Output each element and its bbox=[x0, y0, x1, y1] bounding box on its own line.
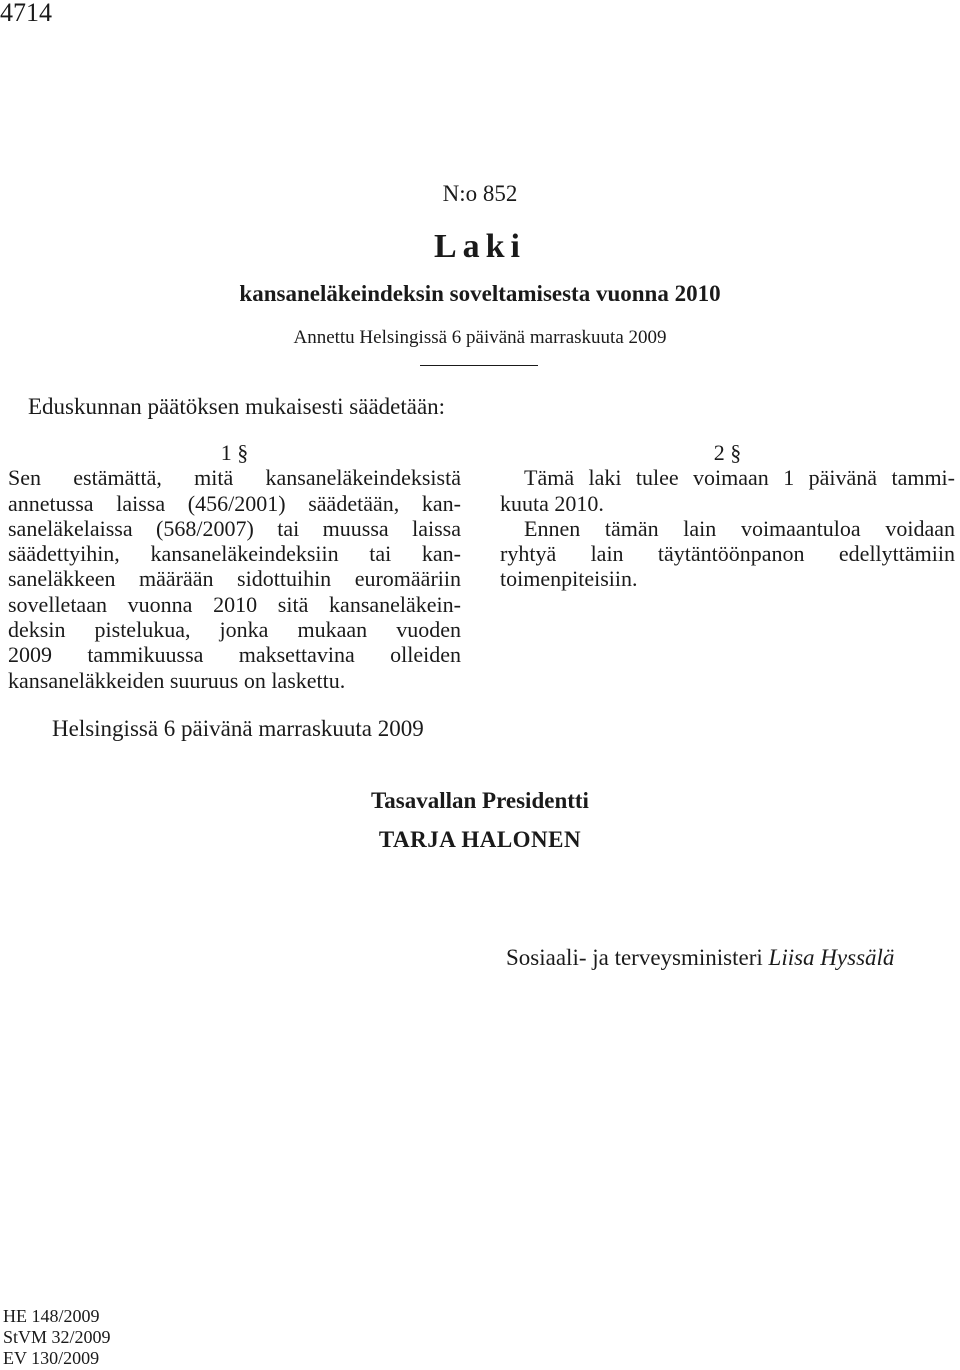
legislative-references bbox=[3, 1306, 111, 1369]
section-line: 2009 tammikuussa maksettavina olleiden bbox=[8, 642, 461, 668]
minister-title: Sosiaali- ja terveysministeri bbox=[506, 945, 763, 970]
given-date: Annettu Helsingissä 6 päivänä marraskuuta 2009 bbox=[293, 327, 667, 348]
signer-name: TARJA HALONEN bbox=[378, 827, 582, 852]
section-line: kuuta 2010. bbox=[500, 490, 604, 516]
section-line: toimenpiteisiin. bbox=[500, 566, 638, 592]
section-line: deksin pistelukua, jonka mukaan vuoden bbox=[8, 617, 461, 643]
section-line: Tämä laki tulee voimaan 1 päivänä tammi- bbox=[524, 465, 955, 491]
enacting-clause: Eduskunnan päätöksen mukaisesti säädetään: bbox=[28, 394, 446, 419]
doc-type-title: Laki bbox=[433, 228, 527, 265]
section-heading: 2 § bbox=[713, 440, 742, 465]
header-divider bbox=[420, 365, 538, 366]
section-1 bbox=[8, 440, 461, 693]
section-line: saneläkkeen määrään sidottuihin euromääriin bbox=[8, 566, 461, 592]
section-2 bbox=[500, 440, 955, 592]
countersignature bbox=[506, 945, 894, 971]
section-line: Ennen tämän lain voimaantuloa voidaan bbox=[524, 515, 955, 541]
act-subject: kansaneläkeindeksin soveltamisesta vuonna 2010 bbox=[239, 281, 721, 306]
section-line: säädettyihin, kansaneläkeindeksiin tai kan- bbox=[8, 541, 461, 567]
section-line: kansaneläkkeiden suuruus on laskettu. bbox=[8, 667, 346, 693]
page-number: 4714 bbox=[0, 0, 52, 27]
act-number: N:o 852 bbox=[442, 181, 518, 206]
minister-name: Liisa Hyssälä bbox=[768, 945, 895, 970]
reference-item: HE 148/2009 bbox=[3, 1306, 100, 1326]
reference-item: EV 130/2009 bbox=[3, 1348, 100, 1368]
signing-place-date: Helsingissä 6 päivänä marraskuuta 2009 bbox=[52, 716, 424, 741]
section-line: saneläkelaissa (568/2007) tai muussa laissa bbox=[8, 515, 461, 541]
section-line: annetussa laissa (456/2001) säädetään, kan- bbox=[8, 490, 461, 516]
signer-title: Tasavallan Presidentti bbox=[371, 788, 589, 813]
reference-item: StVM 32/2009 bbox=[3, 1327, 111, 1347]
section-line: sovelletaan vuonna 2010 sitä kansaneläkein- bbox=[8, 591, 461, 617]
section-line: Sen estämättä, mitä kansaneläkeindeksistä bbox=[8, 465, 461, 491]
section-line: ryhtyä lain täytäntöönpanon edellyttämiin bbox=[500, 541, 955, 567]
section-heading: 1 § bbox=[220, 440, 249, 465]
